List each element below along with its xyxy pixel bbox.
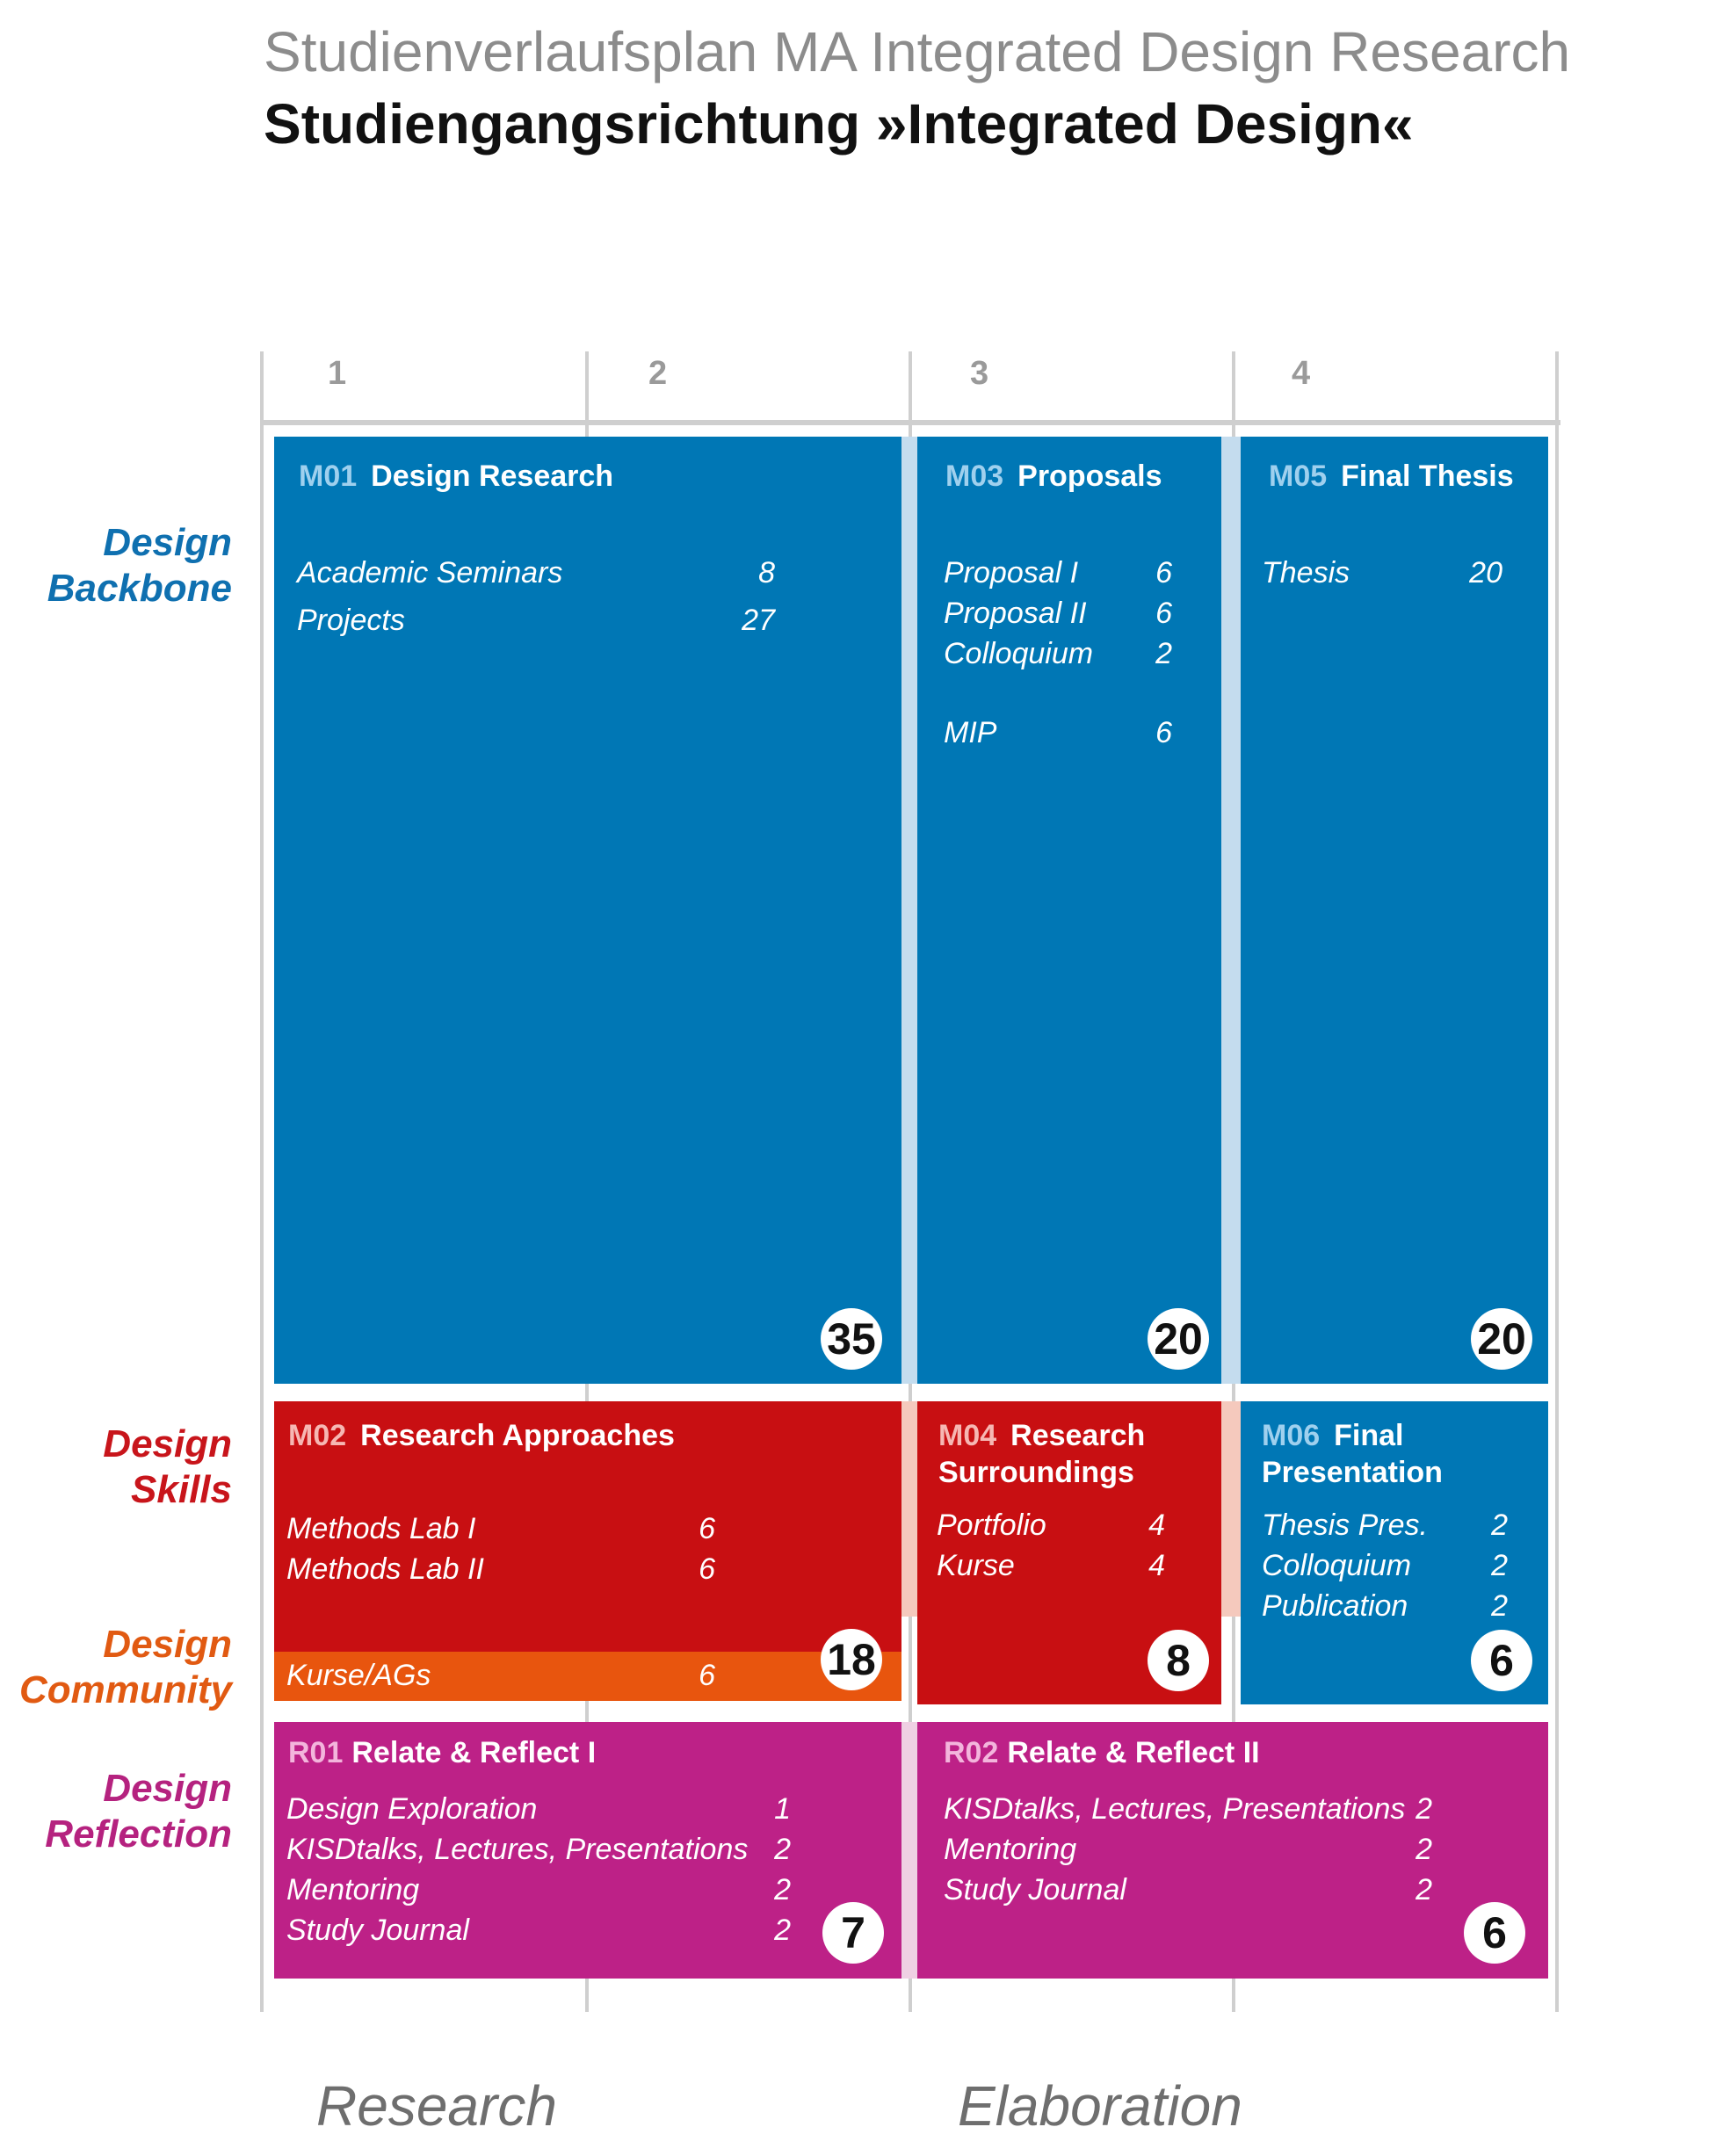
page-title: Studienverlaufsplan MA Integrated Design Research [264,20,1571,83]
module-item-credits: 2 [1416,1792,1432,1826]
module-m04-box [917,1401,1221,1704]
module-title: M01 Design Research [299,459,614,493]
module-title: M04 Research Surroundings [938,1419,1146,1489]
module-item-label: Methods Lab II [286,1552,484,1586]
module-r01-box [274,1722,901,1979]
module-item-label: Design Exploration [286,1792,538,1826]
semester-number: 1 [328,355,347,392]
page-subtitle: Studiengangsrichtung »Integrated Design« [264,92,1414,156]
module-item-label: Mentoring [286,1873,420,1906]
module-title: M02 Research Approaches [288,1419,675,1452]
total-credits-badge: 20 [1471,1308,1532,1370]
module-item-credits: 2 [774,1873,791,1906]
semester-number: 3 [970,355,989,392]
module-item-credits: 2 [1491,1549,1508,1582]
total-credits-badge: 35 [821,1308,882,1370]
column-gap [901,1401,917,1617]
module-m01-box [274,437,901,1384]
module-r02-box [917,1722,1548,1979]
module-item-credits: 2 [774,1914,791,1947]
module-m02-box [274,1401,901,1652]
semester-number: 2 [648,355,668,392]
total-credits-badge: 18 [821,1629,882,1690]
column-gap [1221,437,1241,1384]
grid-line [260,351,264,2012]
module-item-credits: 6 [1155,597,1172,630]
module-item-label: Colloquium [944,637,1094,670]
module-item-label: Study Journal [286,1914,469,1947]
module-item-credits: 6 [699,1659,715,1692]
module-item-label: Publication [1262,1589,1408,1623]
module-item-credits: 2 [774,1833,791,1866]
module-item-credits: 1 [774,1792,791,1826]
row-label-design-community: Design Community [19,1623,232,1711]
module-item-label: KISDtalks, Lectures, Presentations [944,1792,1406,1826]
module-item-credits: 8 [758,556,775,590]
module-item-credits: 4 [1148,1549,1165,1582]
module-item-label: Projects [297,604,405,637]
total-credits-badge: 6 [1471,1630,1532,1691]
row-label-design-skills: Design Skills [103,1422,232,1511]
module-title: R02 Relate & Reflect II [944,1736,1260,1769]
column-gap [901,1722,917,1979]
row-label-design-backbone: Design Backbone [47,521,232,610]
module-item-label: Proposal I [944,556,1079,590]
phase-label-research: Research [316,2074,557,2138]
module-m03-box [917,437,1221,1384]
total-credits-badge: 7 [822,1902,884,1964]
module-m06-box [1241,1401,1548,1704]
module-item-credits: 2 [1491,1589,1508,1623]
module-item-credits: 6 [699,1512,715,1545]
module-item-credits: 27 [742,604,775,637]
module-item-label: Proposal II [944,597,1087,630]
module-item-label: Methods Lab I [286,1512,476,1545]
module-item-label: MIP [944,716,997,749]
module-title: M03 Proposals [945,459,1162,493]
module-item-label: Study Journal [944,1873,1126,1906]
module-item-credits: 2 [1416,1873,1432,1906]
module-title: M06 Final Presentation [1262,1419,1443,1489]
column-gap [901,437,917,1384]
module-item-credits: 20 [1469,556,1502,590]
grid-line [1555,351,1559,2012]
module-item-label: Kurse [937,1549,1015,1582]
module-item-label: Thesis Pres. [1262,1508,1428,1542]
module-item-credits: 6 [1155,716,1172,749]
column-gap [1221,1401,1241,1617]
header-divider [260,420,1560,425]
total-credits-badge: 8 [1148,1630,1209,1691]
row-label-design-reflection: Design Reflection [45,1767,232,1856]
total-credits-badge: 6 [1464,1902,1525,1964]
module-m05-box [1241,437,1548,1384]
total-credits-badge: 20 [1148,1308,1209,1370]
module-title: M05 Final Thesis [1269,459,1514,493]
phase-label-elaboration: Elaboration [958,2074,1242,2138]
module-item-label: Portfolio [937,1508,1046,1542]
module-item-credits: 6 [699,1552,715,1586]
module-item-label: Colloquium [1262,1549,1412,1582]
module-item-credits: 6 [1155,556,1172,590]
module-item-label: KISDtalks, Lectures, Presentations [286,1833,749,1866]
module-item-label: Mentoring [944,1833,1077,1866]
module-item-label: Kurse/AGs [286,1659,431,1692]
semester-number: 4 [1292,355,1311,392]
module-title: R01 Relate & Reflect I [288,1736,597,1769]
module-item-credits: 2 [1416,1833,1432,1866]
module-item-label: Academic Seminars [297,556,563,590]
module-item-credits: 2 [1155,637,1172,670]
module-item-credits: 2 [1491,1508,1508,1542]
module-item-label: Thesis [1262,556,1350,590]
module-item-credits: 4 [1148,1508,1165,1542]
module-m02-community-strip [274,1652,901,1701]
